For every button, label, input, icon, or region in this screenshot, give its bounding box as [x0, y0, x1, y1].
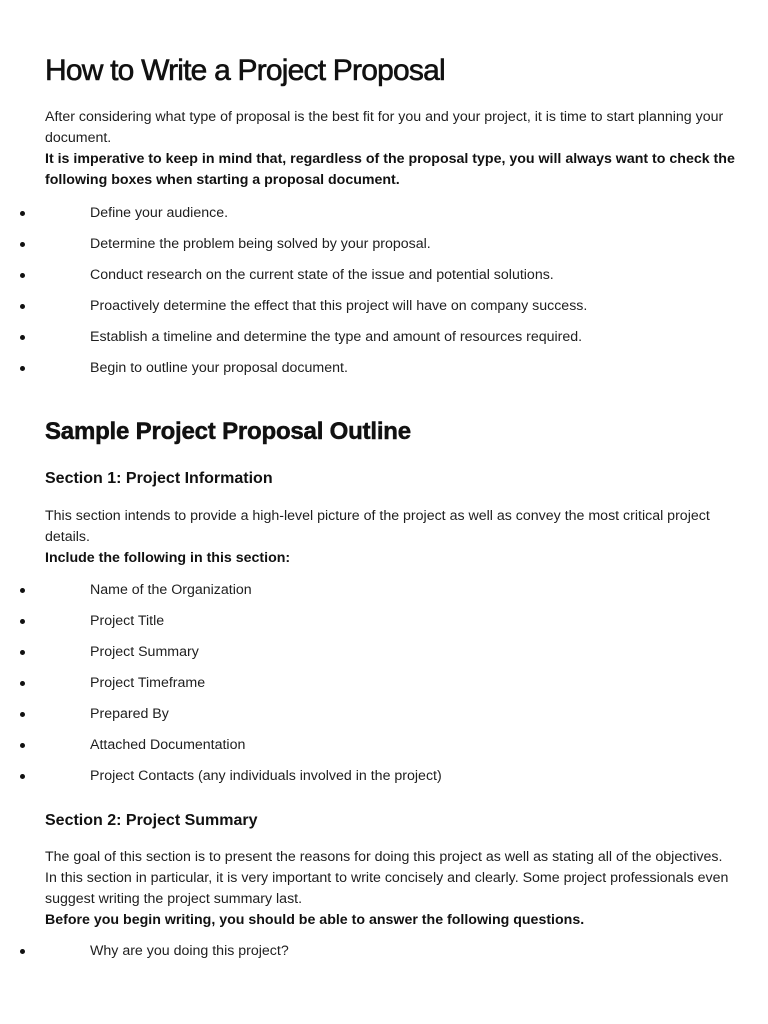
- bullet-icon: [20, 242, 25, 247]
- bullet-icon: [20, 774, 25, 779]
- list-item: [0, 641, 768, 663]
- outline-heading: Sample Project Proposal Outline: [45, 418, 411, 445]
- section1-bold-text: Include the following in this section:: [45, 550, 291, 566]
- section1-heading: Section 1: Project Information: [45, 470, 273, 487]
- list-item-text: Project Timeframe: [90, 675, 206, 691]
- list-item-text: Prepared By: [90, 706, 169, 722]
- bullet-icon: [20, 273, 25, 278]
- section1-text: This section intends to provide a high-level picture of the project as well as convey the most critical project details.: [45, 508, 710, 545]
- list-item-text: Establish a timeline and determine the type and amount of resources required.: [90, 329, 583, 345]
- intro-text: After considering what type of proposal is the best fit for you and your project, it is time to start planning your document.: [45, 109, 724, 146]
- list-item: [0, 610, 768, 632]
- list-item: [0, 940, 768, 962]
- list-item: [0, 765, 768, 787]
- list-item-text: Project Summary: [90, 644, 199, 660]
- bullet-icon: [20, 949, 25, 954]
- section2-bold-text: Before you begin writing, you should be able to answer the following questions.: [45, 912, 585, 928]
- list-item: [0, 579, 768, 601]
- bullet-icon: [20, 588, 25, 593]
- list-item-text: Determine the problem being solved by your proposal.: [90, 236, 431, 252]
- list-item-text: Project Contacts (any individuals involved in the project): [90, 768, 442, 784]
- list-item: [0, 264, 768, 286]
- list-item-text: Begin to outline your proposal document.: [90, 360, 348, 376]
- list-item: [0, 703, 768, 725]
- intro-paragraph: [45, 107, 735, 191]
- list-item-text: Proactively determine the effect that this project will have on company success.: [90, 298, 588, 314]
- list-item-text: Name of the Organization: [90, 582, 252, 598]
- list-item-text: Conduct research on the current state of the issue and potential solutions.: [90, 267, 554, 283]
- bullet-icon: [20, 211, 25, 216]
- list-item: [0, 357, 768, 379]
- section2-heading: Section 2: Project Summary: [45, 812, 258, 829]
- list-item: [0, 734, 768, 756]
- page-title: How to Write a Project Proposal: [45, 54, 445, 87]
- bullet-icon: [20, 743, 25, 748]
- list-item: [0, 233, 768, 255]
- section1-paragraph: [45, 506, 735, 569]
- list-item-text: Define your audience.: [90, 205, 229, 221]
- list-item: [0, 295, 768, 317]
- list-item-text: Project Title: [90, 613, 165, 629]
- list-item: [0, 202, 768, 224]
- bullet-icon: [20, 366, 25, 371]
- section2-text: The goal of this section is to present the reasons for doing this project as well as stating all of the objectives. In this section in particular, it is very important to write concisely and clearly. Some project professionals even suggest writing the project summary last.: [45, 849, 729, 907]
- intro-bold-text: It is imperative to keep in mind that, regardless of the proposal type, you will always want to check the following boxes when starting a proposal document.: [45, 151, 735, 188]
- bullet-icon: [20, 619, 25, 624]
- bullet-icon: [20, 304, 25, 309]
- list-item-text: Why are you doing this project?: [90, 943, 289, 959]
- list-item: [0, 672, 768, 694]
- bullet-icon: [20, 681, 25, 686]
- bullet-icon: [20, 712, 25, 717]
- list-item-text: Attached Documentation: [90, 737, 246, 753]
- section2-paragraph: [45, 847, 735, 931]
- bullet-icon: [20, 650, 25, 655]
- bullet-icon: [20, 335, 25, 340]
- list-item: [0, 326, 768, 348]
